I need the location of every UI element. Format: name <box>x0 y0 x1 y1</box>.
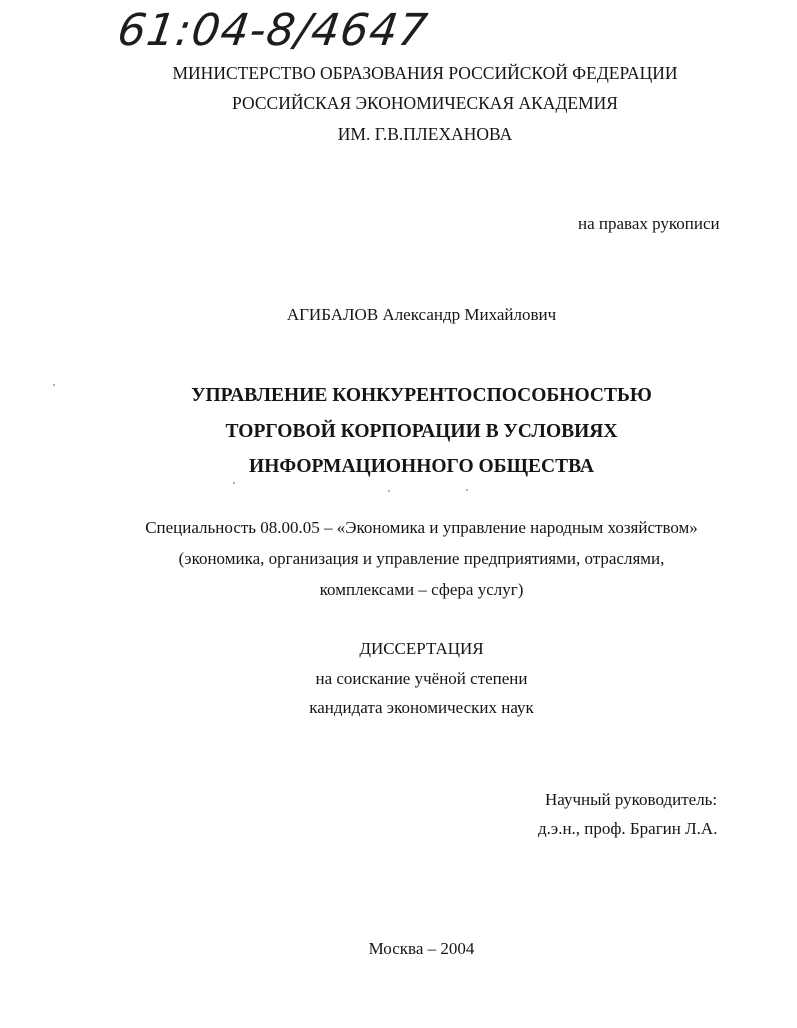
institution-academy: РОССИЙСКАЯ ЭКОНОМИЧЕСКАЯ АКАДЕМИЯ <box>232 93 618 113</box>
supervisor-label: Научный руководитель: <box>545 790 718 809</box>
work-type-heading: ДИССЕРТАЦИЯ <box>359 639 484 658</box>
title-line-2: ТОРГОВОЙ КОРПОРАЦИИ В УСЛОВИЯХ <box>225 421 618 442</box>
author-name: АГИБАЛОВ Александр Михайлович <box>286 305 557 324</box>
degree-purpose: на соискание учёной степени <box>315 669 528 688</box>
manuscript-rights-note: на правах рукописи <box>578 214 720 233</box>
scan-speck <box>233 482 235 484</box>
institution-ministry: МИНИСТЕРСТВО ОБРАЗОВАНИЯ РОССИЙСКОЙ ФЕДЕРАЦИИ <box>172 63 678 83</box>
specialty-line-2: (экономика, организация и управление предприятиями, отраслями, <box>178 549 665 568</box>
scan-speck <box>53 384 55 386</box>
degree-name: кандидата экономических наук <box>309 698 534 717</box>
specialty-line-1: Специальность 08.00.05 – «Экономика и управление народным хозяйством» <box>145 518 698 537</box>
handwritten-archive-code: 61:04-8/4647 <box>114 5 432 56</box>
city-and-year: Москва – 2004 <box>368 939 475 958</box>
specialty-line-3: комплексами – сфера услуг) <box>319 580 524 599</box>
scan-speck <box>388 490 390 492</box>
scan-speck <box>466 489 468 491</box>
supervisor-name: д.э.н., проф. Брагин Л.А. <box>538 819 718 838</box>
title-line-3: ИНФОРМАЦИОННОГО ОБЩЕСТВА <box>249 456 594 477</box>
title-line-1: УПРАВЛЕНИЕ КОНКУРЕНТОСПОСОБНОСТЬЮ <box>191 385 652 406</box>
institution-named-after: ИМ. Г.В.ПЛЕХАНОВА <box>337 124 513 144</box>
